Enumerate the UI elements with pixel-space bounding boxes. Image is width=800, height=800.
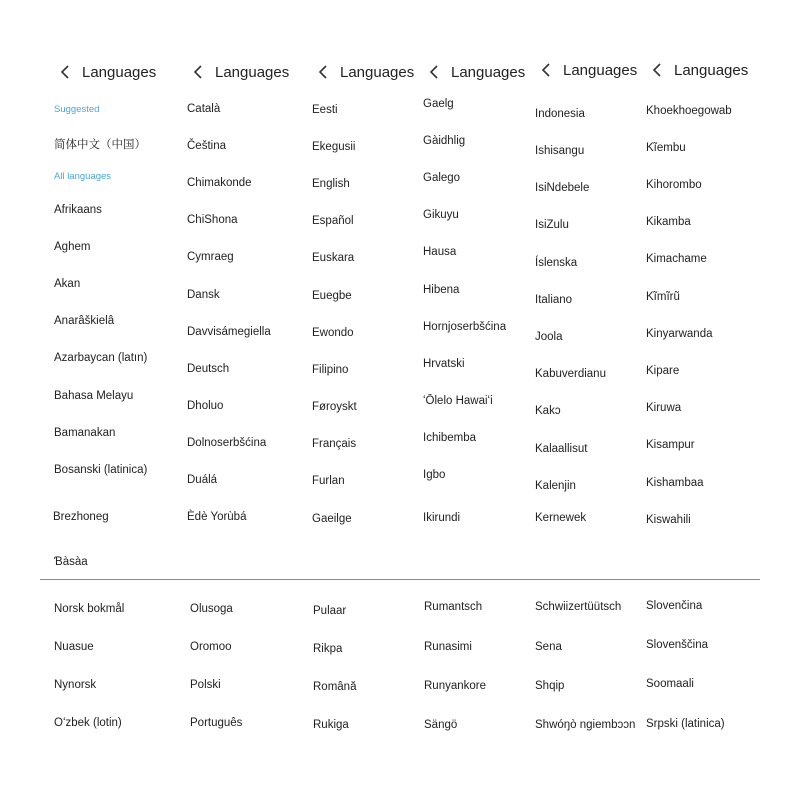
back-arrow-icon[interactable] — [535, 59, 557, 81]
language-item[interactable]: Rukiga — [313, 719, 349, 731]
language-item[interactable]: Gikuyu — [423, 209, 459, 221]
language-item[interactable]: Oromoo — [190, 641, 232, 653]
language-item[interactable]: Português — [190, 717, 243, 729]
language-item[interactable]: Azarbaycan (latın) — [54, 352, 148, 364]
language-item[interactable]: 简体中文（中国） — [54, 139, 146, 151]
page-title: Languages — [82, 63, 157, 81]
language-item[interactable]: Duálá — [187, 474, 218, 486]
header-panel-5 — [535, 59, 637, 81]
back-arrow-icon[interactable] — [312, 61, 334, 83]
language-item[interactable]: Oʻzbek (lotin) — [54, 717, 122, 729]
back-arrow-icon[interactable] — [423, 61, 445, 83]
language-item[interactable]: Gaelg — [423, 98, 454, 110]
language-item[interactable]: ʻŌlelo Hawaiʻi — [423, 395, 493, 407]
language-item[interactable]: Runyankore — [424, 680, 487, 692]
language-item[interactable]: Slovenčina — [646, 600, 703, 612]
language-item[interactable]: Ekegusii — [312, 141, 356, 153]
language-item[interactable]: Kalaallisut — [535, 443, 588, 455]
language-item[interactable]: Español — [312, 215, 354, 227]
language-item[interactable]: Norsk bokmål — [54, 603, 125, 615]
language-item[interactable]: English — [312, 178, 350, 190]
language-item[interactable]: Dolnoserbšćina — [187, 437, 267, 449]
language-item[interactable]: Èdè Yorùbá — [187, 511, 247, 523]
language-item[interactable]: Bahasa Melayu — [54, 390, 134, 402]
header-panel-3 — [312, 61, 414, 83]
language-item[interactable]: Anarâškielâ — [54, 315, 115, 327]
language-item[interactable]: Kinyarwanda — [646, 328, 713, 340]
back-arrow-icon[interactable] — [646, 59, 668, 81]
language-item[interactable]: Kalenjin — [535, 480, 576, 492]
language-item[interactable]: IsiNdebele — [535, 182, 590, 194]
language-item[interactable]: Nuasue — [54, 641, 94, 653]
language-item[interactable]: Afrikaans — [54, 204, 102, 216]
language-item[interactable]: Euskara — [312, 252, 355, 264]
language-item[interactable]: Cymraeg — [187, 251, 234, 263]
language-item[interactable]: Kĩmĩrũ — [646, 291, 680, 303]
page-title: Languages — [215, 63, 290, 81]
language-item[interactable]: Rumantsch — [424, 601, 483, 613]
back-arrow-icon[interactable] — [187, 61, 209, 83]
language-item[interactable]: Føroyskt — [312, 401, 357, 413]
page-title: Languages — [451, 63, 526, 81]
language-item[interactable]: Ikirundi — [423, 512, 461, 524]
page-title: Languages — [563, 61, 638, 79]
language-item[interactable]: Hibena — [423, 284, 460, 296]
language-item[interactable]: Ɓàsàa — [54, 556, 88, 568]
language-item[interactable]: Schwiizertüütsch — [535, 601, 622, 613]
language-item[interactable]: Kakɔ — [535, 405, 561, 417]
language-item[interactable]: Shqip — [535, 680, 565, 692]
language-item[interactable]: Kihorombo — [646, 179, 702, 191]
language-item[interactable]: Rikpa — [313, 643, 343, 655]
language-item[interactable]: Runasimi — [424, 641, 472, 653]
language-item[interactable]: Kernewek — [535, 512, 587, 524]
suggested-section-label: Suggested — [54, 104, 100, 115]
language-item[interactable]: ChiShona — [187, 214, 238, 226]
language-item[interactable]: Aghem — [54, 241, 91, 253]
divider — [40, 579, 760, 580]
language-item[interactable]: Indonesia — [535, 108, 585, 120]
language-item[interactable]: Gaeilge — [312, 513, 352, 525]
language-item[interactable]: IsiZulu — [535, 219, 569, 231]
page-title: Languages — [674, 61, 749, 79]
language-item[interactable]: Kishambaa — [646, 477, 704, 489]
language-item[interactable]: Olusoga — [190, 603, 233, 615]
language-item[interactable]: Chimakonde — [187, 177, 252, 189]
language-item[interactable]: Pulaar — [313, 605, 347, 617]
language-item[interactable]: Igbo — [423, 469, 446, 481]
language-item[interactable]: Bosanski (latinica) — [54, 464, 148, 476]
language-item[interactable]: Nynorsk — [54, 679, 97, 691]
language-item[interactable]: Akan — [54, 278, 81, 290]
language-item[interactable]: Čeština — [187, 140, 226, 152]
language-item[interactable]: Gàidhlig — [423, 135, 466, 147]
language-item[interactable]: Kikamba — [646, 216, 691, 228]
language-item[interactable]: Galego — [423, 172, 461, 184]
language-item[interactable]: Kipare — [646, 365, 680, 377]
language-item[interactable]: Srpski (latinica) — [646, 718, 725, 730]
language-item[interactable]: Brezhoneg — [53, 511, 109, 523]
language-item[interactable]: Euegbe — [312, 290, 352, 302]
language-item[interactable]: Furlan — [312, 475, 345, 487]
language-item[interactable]: Sena — [535, 641, 562, 653]
language-item[interactable]: Joola — [535, 331, 563, 343]
header-panel-2 — [187, 61, 289, 83]
language-item[interactable]: Davvisámegiella — [187, 326, 271, 338]
language-item[interactable]: Català — [187, 103, 221, 115]
language-item[interactable]: Khoekhoegowab — [646, 105, 732, 117]
language-item[interactable]: Ewondo — [312, 327, 354, 339]
language-item[interactable]: Kiswahili — [646, 514, 691, 526]
language-item[interactable]: Deutsch — [187, 363, 230, 375]
language-item[interactable]: Français — [312, 438, 357, 450]
language-item[interactable]: Dansk — [187, 289, 220, 301]
language-item[interactable]: Soomaali — [646, 678, 694, 690]
language-item[interactable]: Filipino — [312, 364, 349, 376]
page-title: Languages — [340, 63, 415, 81]
language-item[interactable]: Shwóŋò ngiembɔɔn — [535, 719, 636, 731]
language-item[interactable]: Hausa — [423, 246, 457, 258]
language-item[interactable]: Íslenska — [535, 257, 578, 269]
header-panel-4 — [423, 61, 525, 83]
language-item[interactable]: Sängö — [424, 719, 458, 731]
header-panel-6 — [646, 59, 748, 81]
language-item[interactable]: Hornjoserbšćina — [423, 321, 507, 333]
language-item[interactable]: Kĩembu — [646, 142, 686, 154]
language-item[interactable]: Italiano — [535, 294, 573, 306]
language-item[interactable]: Eesti — [312, 104, 338, 116]
language-item[interactable]: Română — [313, 681, 357, 693]
language-item[interactable]: Hrvatski — [423, 358, 465, 370]
language-item[interactable]: Slovenščina — [646, 639, 709, 651]
all-languages-section-label: All languages — [54, 171, 112, 182]
language-item[interactable]: Bamanakan — [54, 427, 116, 439]
back-arrow-icon[interactable] — [54, 61, 76, 83]
language-item[interactable]: Ichibemba — [423, 432, 477, 444]
language-item[interactable]: Kiruwa — [646, 402, 682, 414]
language-item[interactable]: Ishisangu — [535, 145, 585, 157]
language-item[interactable]: Kisampur — [646, 439, 695, 451]
language-item[interactable]: Kabuverdianu — [535, 368, 606, 380]
language-item[interactable]: Kimachame — [646, 253, 707, 265]
language-item[interactable]: Dholuo — [187, 400, 224, 412]
header-panel-1 — [54, 61, 156, 83]
language-item[interactable]: Polski — [190, 679, 221, 691]
